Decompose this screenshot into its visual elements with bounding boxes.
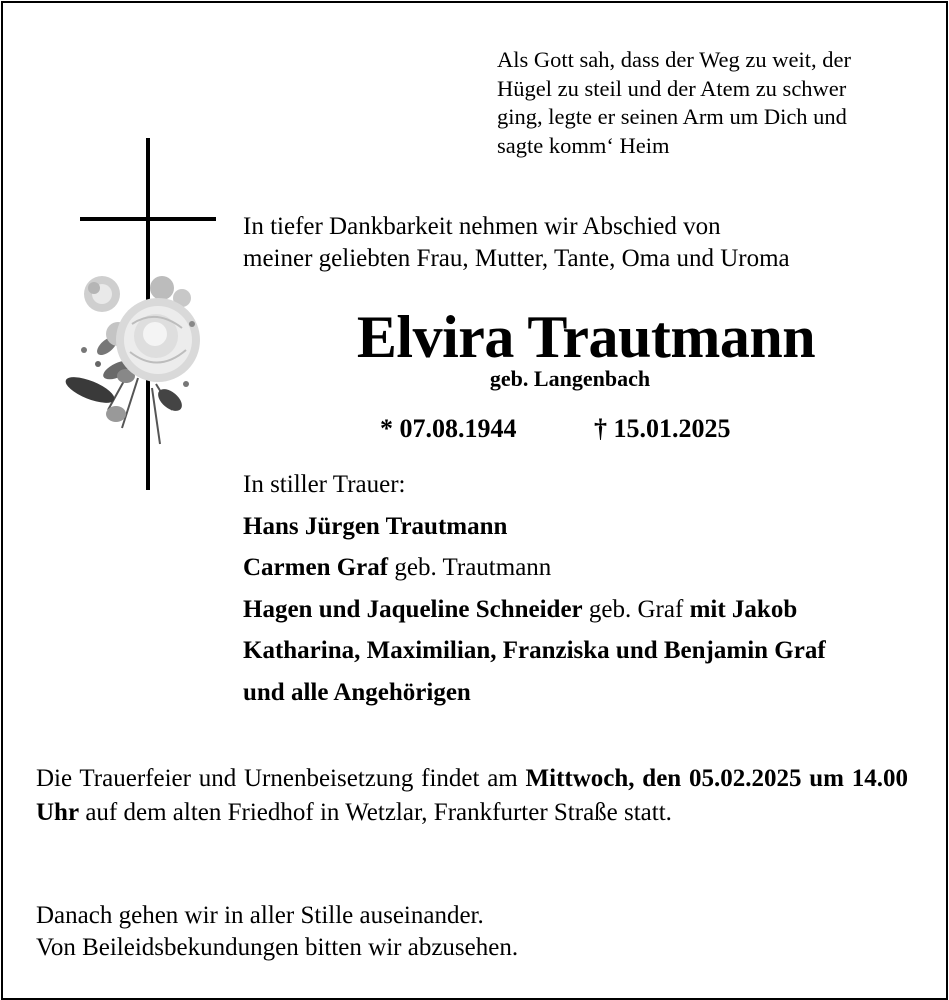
mourner-name: Carmen Graf — [243, 554, 389, 581]
birth-date: * 07.08.1944 — [380, 414, 517, 443]
funeral-text: Die Trauerfeier und Urnenbeisetzung findet am — [36, 765, 526, 792]
poem — [497, 46, 917, 160]
mourners-heading: In stiller Trauer: — [243, 471, 406, 498]
mourner-name: mit Jakob — [689, 595, 798, 623]
funeral-date-time: Mittwoch, den 05.02.2025 um 14.00 Uhr — [36, 765, 908, 826]
mourners-list — [243, 464, 933, 713]
death-date: † 15.01.2025 — [594, 414, 731, 443]
poem-line: ging, legte er seinen Arm um Dich und — [497, 104, 847, 129]
mourner-line — [243, 547, 933, 589]
mourner-line — [243, 589, 933, 631]
mourner-note: geb. Graf — [582, 595, 690, 623]
funeral-location: auf dem alten Friedhof in Wetzlar, Frankfurter Straße statt. — [79, 799, 672, 826]
mourner-note: geb. Trautmann — [388, 554, 552, 581]
intro-text — [243, 211, 933, 275]
mourner-name: Katharina, Maximilian, Franziska und Benjamin Graf — [243, 637, 826, 664]
closing-line: Danach gehen wir in aller Stille auseinander. — [36, 902, 484, 929]
intro-line: meiner geliebten Frau, Mutter, Tante, Oma und Uroma — [243, 245, 790, 272]
closing-text — [36, 900, 908, 964]
intro-line: In tiefer Dankbarkeit nehmen wir Abschied von — [243, 213, 721, 240]
mourner-line — [243, 506, 933, 548]
funeral-info — [36, 762, 908, 830]
rose-bouquet-icon — [63, 276, 200, 444]
mourner-name: und alle Angehörigen — [243, 678, 471, 706]
cross-with-roses — [60, 138, 225, 493]
maiden-name: geb. Langenbach — [489, 366, 651, 391]
mourner-line — [243, 672, 933, 714]
poem-line: sagte komm‘ Heim — [497, 132, 670, 158]
deceased-name: Elvira Trautmann — [356, 304, 816, 370]
mourner-name: Hagen und Jaqueline Schneider — [243, 595, 583, 623]
mourner-line — [243, 630, 933, 672]
closing-line: Von Beileidsbekundungen bitten wir abzusehen. — [36, 934, 519, 961]
poem-line: Hügel zu steil und der Atem zu schwer — [497, 75, 847, 101]
poem-line: Als Gott sah, dass der Weg zu weit, der — [497, 47, 851, 72]
mourner-name: Hans Jürgen Trautmann — [243, 512, 508, 540]
